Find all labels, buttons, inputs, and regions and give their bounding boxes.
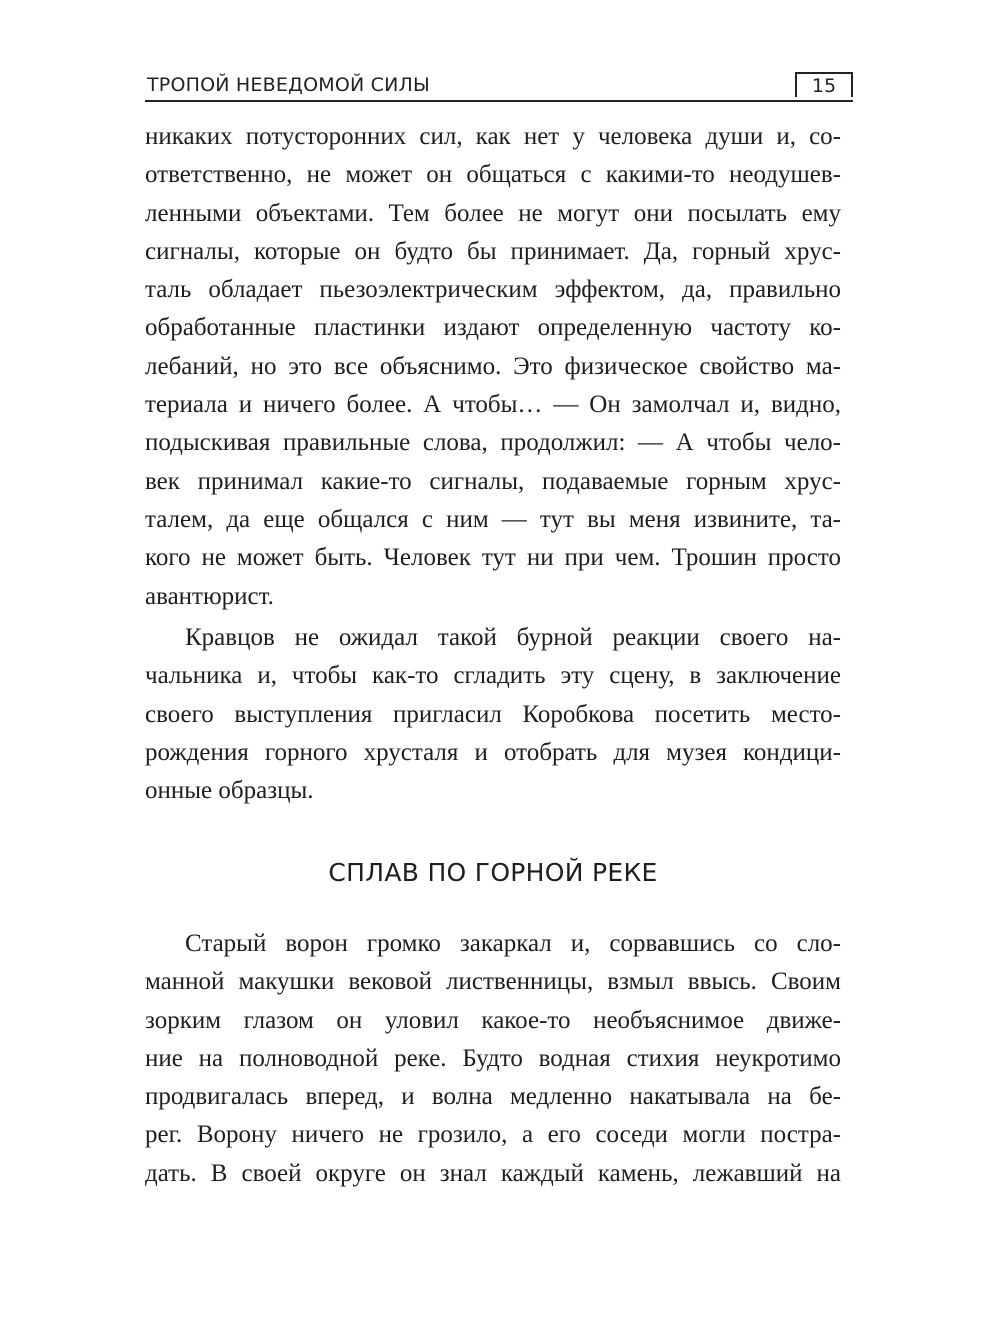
text-line: талем, да еще общался с ним — тут вы меня извините, та- — [145, 505, 841, 533]
text-line: ние на полноводной реке. Будто водная стихия неукротимо — [145, 1044, 841, 1072]
text-line: своего выступления пригласил Коробкова посетить место- — [145, 700, 841, 728]
text-line: териала и ничего более. А чтобы… — Он замолчал и, видно, — [145, 391, 841, 419]
text-line: Старый ворон громко закаркал и, сорвавшись со сло- — [185, 930, 841, 957]
text-line: рег. Ворону ничего не грозило, а его соседи могли пострa- — [145, 1121, 841, 1149]
text-line: продвигалась вперед, и волна медленно накатывала на бе- — [145, 1083, 841, 1111]
section-heading: СПЛАВ ПО ГОРНОЙ РЕКЕ — [328, 858, 658, 887]
text-line: ответственно, не может он общаться с какими-то неодушев- — [145, 161, 841, 189]
text-line: лебаний, но это все объяснимо. Это физическое свойство ма- — [145, 352, 841, 380]
text-line: подыскивая правильные слова, продолжил: — А чтобы чело- — [145, 429, 841, 457]
page-number: 15 — [795, 72, 853, 97]
text-line: рождения горного хрусталя и отобрать для музея кондици- — [145, 738, 841, 766]
paragraph-kravtsov — [145, 619, 841, 810]
running-header — [145, 70, 853, 102]
running-title: ТРОПОЙ НЕВЕДОМОЙ СИЛЫ — [147, 74, 430, 96]
text-line: онные образцы. — [145, 777, 314, 805]
text-line: сигналы, которые он будто бы принимает. Да, горный хрус- — [145, 237, 841, 265]
text-line: авантюрист. — [145, 582, 274, 610]
text-line: ленными объектами. Тем более не могут они посылать ему — [145, 199, 841, 227]
paragraph-raven — [145, 925, 841, 1193]
text-line: манной макушки вековой лиственницы, взмыл ввысь. Своим — [145, 968, 841, 996]
text-line: никаких потусторонних сил, как нет у человека души и, со- — [145, 123, 841, 150]
text-line: век принимал какие-то сигналы, подаваемые горным хрус- — [145, 467, 841, 495]
paragraph-continued — [145, 118, 841, 616]
text-line: таль обладает пьезоэлектрическим эффектом, да, правильно — [145, 276, 841, 304]
text-line: обработанные пластинки издают определенную частоту ко- — [145, 314, 841, 342]
text-line: кого не может быть. Человек тут ни при чем. Трошин просто — [145, 544, 841, 572]
text-line: зорким глазом он уловил какое-то необъяснимое движе- — [145, 1006, 841, 1034]
text-line: Кравцов не ожидал такой бурной реакции своего на- — [185, 624, 841, 651]
text-line: чальника и, чтобы как-то сгладить эту сцену, в заключение — [145, 662, 841, 690]
text-line: дать. В своей округе он знал каждый камень, лежавший на — [145, 1159, 841, 1187]
